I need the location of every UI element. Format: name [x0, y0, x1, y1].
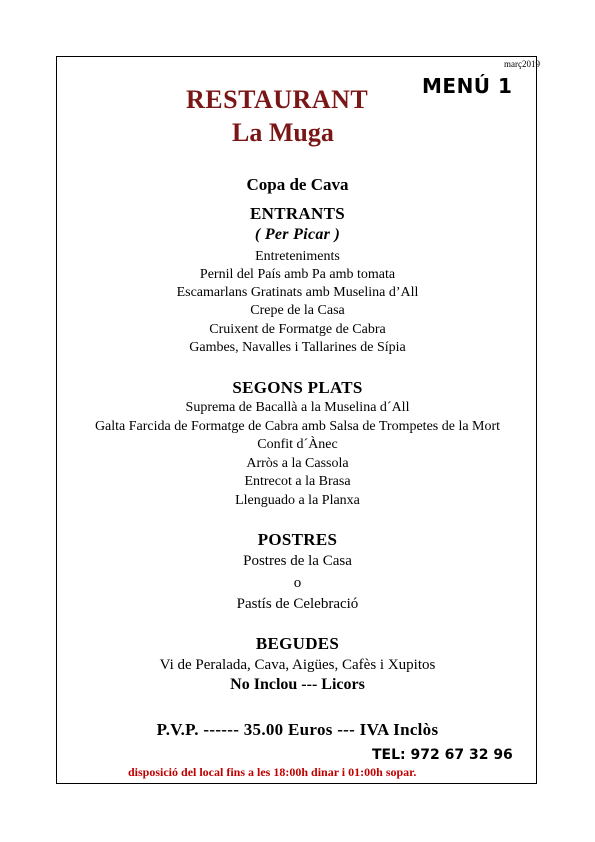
- menu-number-title: MENÚ 1: [422, 74, 513, 98]
- menu-item: Entrecot a la Brasa: [244, 474, 351, 489]
- menu-item: Pernil del País amb Pa amb tomata: [199, 267, 396, 282]
- footer-note: disposició del local fins a les 18:00h dinar i 01:00h sopar.: [128, 765, 417, 779]
- menu-item: o: [293, 575, 302, 591]
- menu-item: Suprema de Bacallà a la Muselina d´All: [185, 400, 410, 415]
- intro-drink: Copa de Cava: [246, 175, 349, 194]
- menu-date: març2019: [504, 59, 540, 69]
- menu-item: Pastís de Celebració: [236, 596, 359, 612]
- entrants-subtitle: ( Per Picar ): [254, 226, 341, 243]
- menu-item: Arròs a la Cassola: [246, 456, 349, 471]
- segons-title: SEGONS PLATS: [232, 378, 363, 397]
- price-line: P.V.P. ------ 35.00 Euros --- IVA Inclòs: [156, 720, 439, 739]
- menu-item: Vi de Peralada, Cava, Aigües, Cafès i Xupitos: [159, 657, 436, 673]
- phone-number: TEL: 972 67 32 96: [372, 747, 513, 763]
- entrants-title: ENTRANTS: [250, 204, 345, 223]
- menu-item: Crepe de la Casa: [250, 303, 345, 318]
- menu-item: Confit d´Ànec: [257, 437, 338, 452]
- menu-item: Postres de la Casa: [243, 553, 352, 569]
- restaurant-name-line2: La Muga: [232, 118, 334, 147]
- begudes-note: No Inclou --- Licors: [230, 676, 365, 693]
- menu-item: Gambes, Navalles i Tallarines de Sípia: [189, 340, 406, 355]
- menu-item: Entreteniments: [255, 249, 340, 264]
- menu-item: Cruixent de Formatge de Cabra: [209, 322, 386, 337]
- begudes-title: BEGUDES: [255, 634, 340, 653]
- menu-item: Escamarlans Gratinats amb Muselina d’All: [176, 285, 419, 300]
- menu-item: Llenguado a la Planxa: [235, 493, 360, 508]
- postres-title: POSTRES: [257, 530, 338, 549]
- menu-item: Galta Farcida de Formatge de Cabra amb Salsa de Trompetes de la Mort: [94, 419, 501, 434]
- restaurant-name-line1: RESTAURANT: [186, 85, 369, 114]
